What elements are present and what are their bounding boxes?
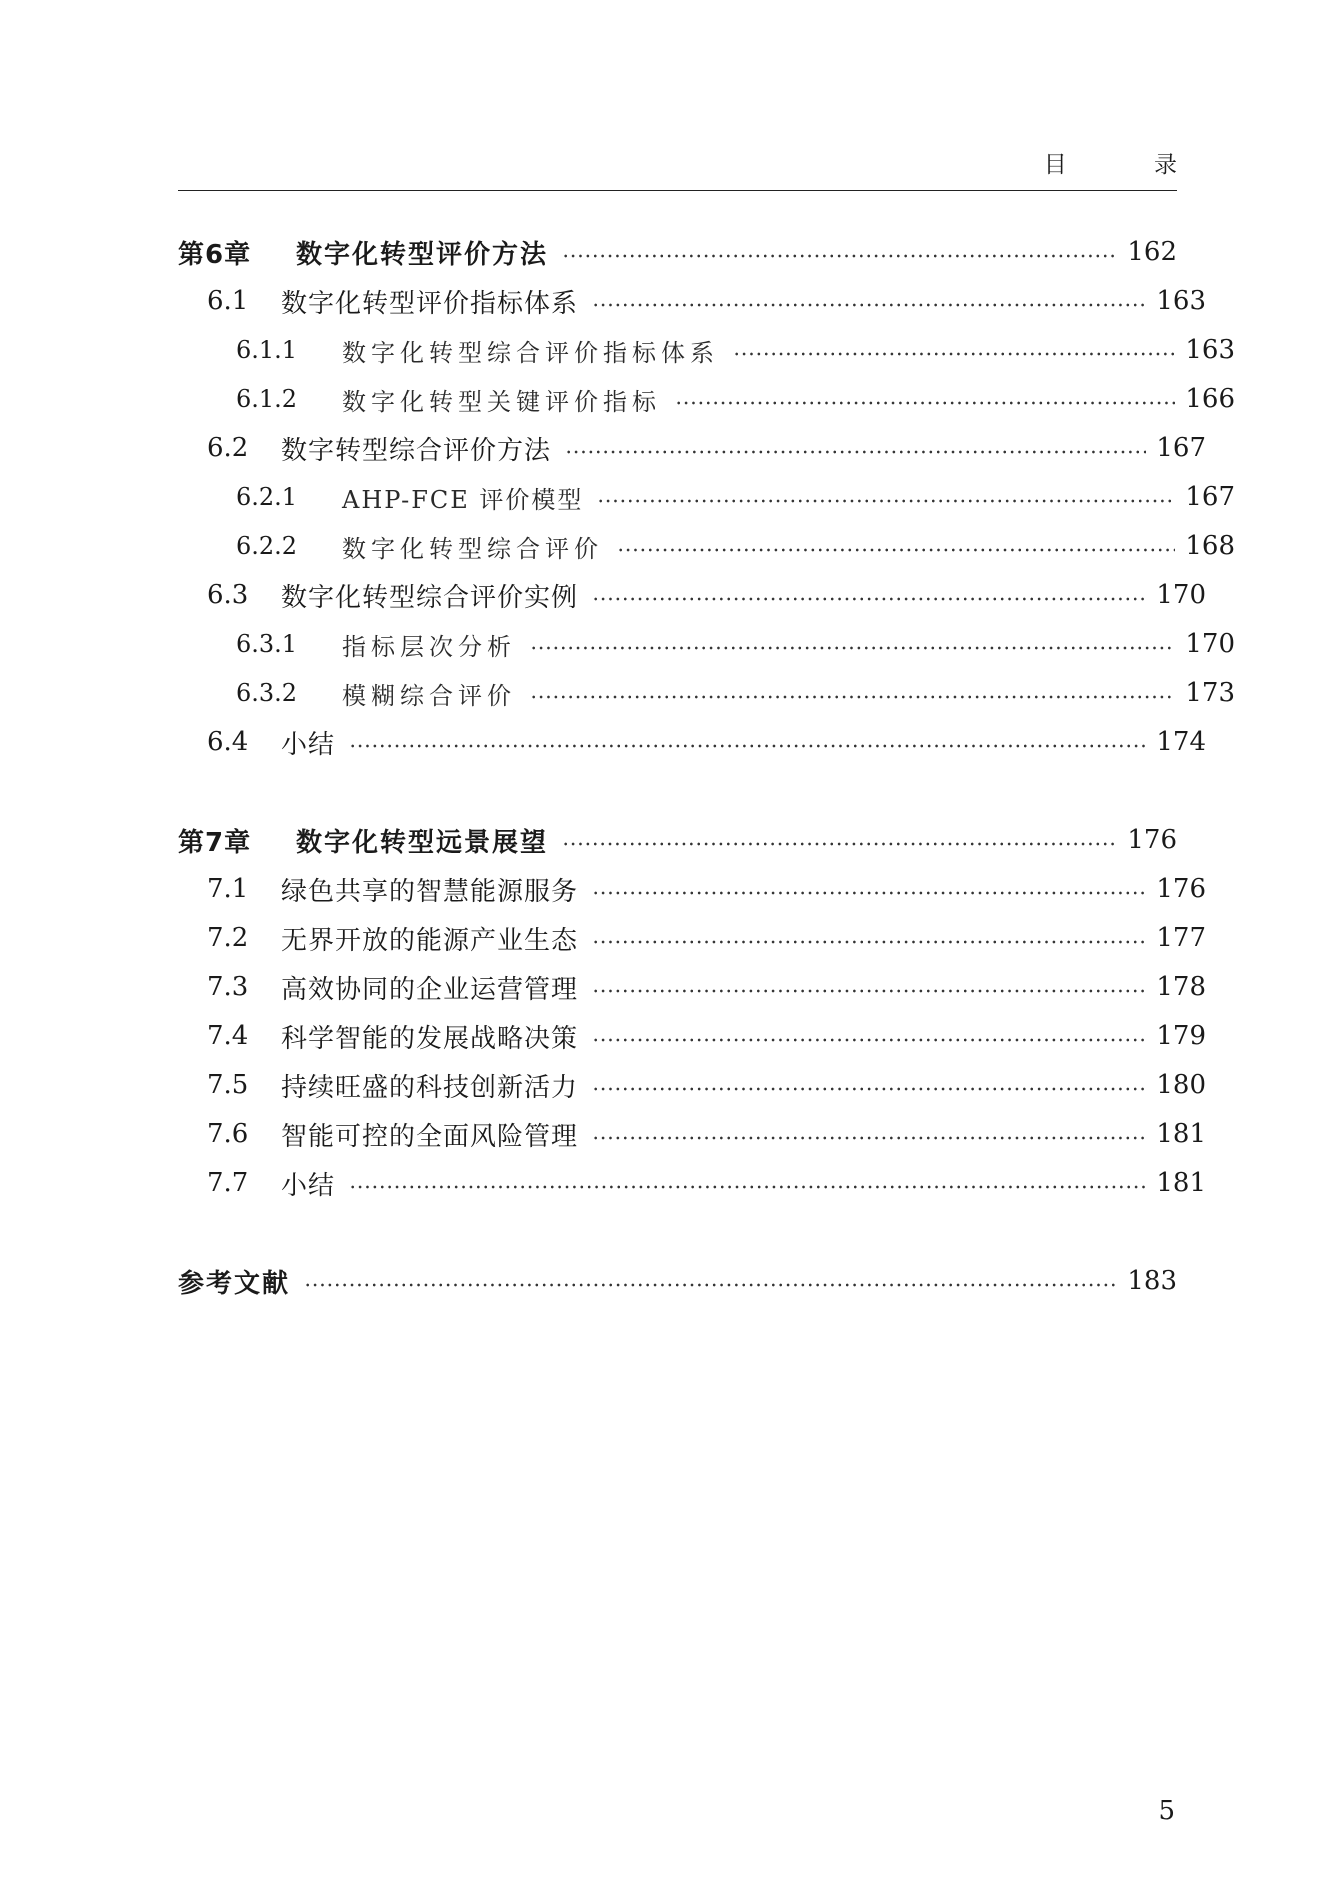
toc-entry-title: 数字化转型关键评价指标 [342,387,661,416]
toc-entry-title: 数字化转型综合评价 [342,534,603,563]
dot-leader [592,1087,1146,1091]
toc-entry-title: 数字化转型评价方法 [296,239,549,270]
toc-entry-title: 小结 [281,729,336,760]
toc-entry-title: 指标层次分析 [342,632,516,661]
toc-entry-page: 163 [1156,286,1206,316]
toc-entry-title: 数字化转型综合评价实例 [281,582,579,613]
dot-leader [349,744,1146,748]
toc-entry-subsection-6-3-2[interactable] [178,671,1235,715]
toc-entry-page: 174 [1156,727,1206,757]
toc-entry-subsection-6-2-2[interactable] [178,524,1235,568]
page-number: 5 [1158,1796,1175,1826]
dot-leader [592,989,1146,993]
toc-entry-number: 第7章 [178,827,252,858]
toc-entry-title: 科学智能的发展战略决策 [281,1023,579,1054]
toc-entry-number: 7.5 [207,1070,249,1100]
toc-entry-number: 7.4 [207,1021,249,1051]
toc-entry-title: AHP-FCE 评价模型 [342,485,584,514]
toc-entry-page: 179 [1156,1021,1206,1051]
toc-entry-section-7-5[interactable] [178,1063,1206,1107]
header-rule [178,190,1177,191]
dot-leader [592,940,1146,944]
toc-entry-page: 178 [1156,972,1206,1002]
toc-entry-subsection-6-2-1[interactable] [178,475,1235,519]
toc-entry-number: 7.1 [207,874,249,904]
toc-entry-page: 162 [1127,237,1177,267]
toc-entry-section-6-2[interactable] [178,426,1206,470]
toc-entry-number: 6.2.2 [236,532,298,560]
dot-leader [562,842,1117,846]
toc-entry-section-7-2[interactable] [178,916,1206,960]
toc-entry-page: 176 [1127,825,1177,855]
dot-leader [592,303,1146,307]
dot-leader [733,352,1175,356]
dot-leader [592,1136,1146,1140]
dot-leader [592,597,1146,601]
toc-entry-references[interactable] [178,1259,1177,1303]
toc-entry-subsection-6-3-1[interactable] [178,622,1235,666]
dot-leader [597,499,1175,503]
toc-entry-section-6-3[interactable] [178,573,1206,617]
dot-leader [565,450,1146,454]
toc-entry-page: 170 [1156,580,1206,610]
toc-entry-title: 绿色共享的智慧能源服务 [281,876,579,907]
dot-leader [592,1038,1146,1042]
toc-entry-page: 173 [1185,678,1235,708]
toc-entry-section-7-1[interactable] [178,867,1206,911]
dot-leader [304,1283,1117,1287]
dot-leader [530,646,1175,650]
toc-entry-page: 167 [1185,482,1235,512]
dot-leader [617,548,1175,552]
toc-entry-title: 模糊综合评价 [342,681,516,710]
dot-leader [349,1185,1146,1189]
toc-entry-chapter-6[interactable] [178,230,1177,274]
toc-entry-page: 181 [1156,1168,1206,1198]
toc-entry-number: 6.1 [207,286,249,316]
toc-entry-section-7-4[interactable] [178,1014,1206,1058]
toc-entry-page: 181 [1156,1119,1206,1149]
toc-entry-number: 第6章 [178,239,252,270]
toc-entry-number: 6.3.2 [236,679,298,707]
toc-entry-number: 6.2 [207,433,249,463]
toc-entry-page: 183 [1127,1266,1177,1296]
toc-entry-title: 高效协同的企业运营管理 [281,974,579,1005]
toc-entry-number: 7.2 [207,923,249,953]
toc-entry-title: 小结 [281,1170,336,1201]
toc-entry-page: 167 [1156,433,1206,463]
toc-entry-title: 数字化转型远景展望 [296,827,549,858]
toc-entry-number: 6.3.1 [236,630,298,658]
toc-entry-title: 持续旺盛的科技创新活力 [281,1072,579,1103]
toc-entry-subsection-6-1-1[interactable] [178,328,1235,372]
toc-entry-title: 数字化转型评价指标体系 [281,288,579,319]
toc-entry-title: 数字化转型综合评价指标体系 [342,338,719,367]
toc-entry-number: 6.1.1 [236,336,298,364]
toc-entry-page: 177 [1156,923,1206,953]
toc-entry-page: 170 [1185,629,1235,659]
toc-entry-title: 无界开放的能源产业生态 [281,925,579,956]
toc-entry-subsection-6-1-2[interactable] [178,377,1235,421]
toc-entry-number: 6.3 [207,580,249,610]
toc-entry-number: 7.6 [207,1119,249,1149]
toc-entry-page: 168 [1185,531,1235,561]
toc-entry-page: 166 [1185,384,1235,414]
toc-entry-title: 参考文献 [178,1268,291,1299]
toc-entry-section-7-3[interactable] [178,965,1206,1009]
dot-leader [592,891,1146,895]
toc-entry-number: 7.7 [207,1168,249,1198]
toc-entry-title: 智能可控的全面风险管理 [281,1121,579,1152]
toc-entry-title: 数字转型综合评价方法 [281,435,552,466]
toc-entry-number: 6.2.1 [236,483,298,511]
dot-leader [562,254,1117,258]
toc-entry-number: 6.1.2 [236,385,298,413]
running-head-title: 目 录 [1043,152,1217,178]
toc-entry-chapter-7[interactable] [178,818,1177,862]
toc-entry-page: 176 [1156,874,1206,904]
toc-entry-section-7-6[interactable] [178,1112,1206,1156]
dot-leader [530,695,1175,699]
toc-entry-section-6-4[interactable] [178,720,1206,764]
toc-entry-page: 163 [1185,335,1235,365]
toc-entry-section-7-7[interactable] [178,1161,1206,1205]
dot-leader [675,401,1175,405]
toc-entry-section-6-1[interactable] [178,279,1206,323]
toc-entry-page: 180 [1156,1070,1206,1100]
running-head [178,146,1217,192]
toc-entry-number: 7.3 [207,972,249,1002]
toc-entry-number: 6.4 [207,727,249,757]
